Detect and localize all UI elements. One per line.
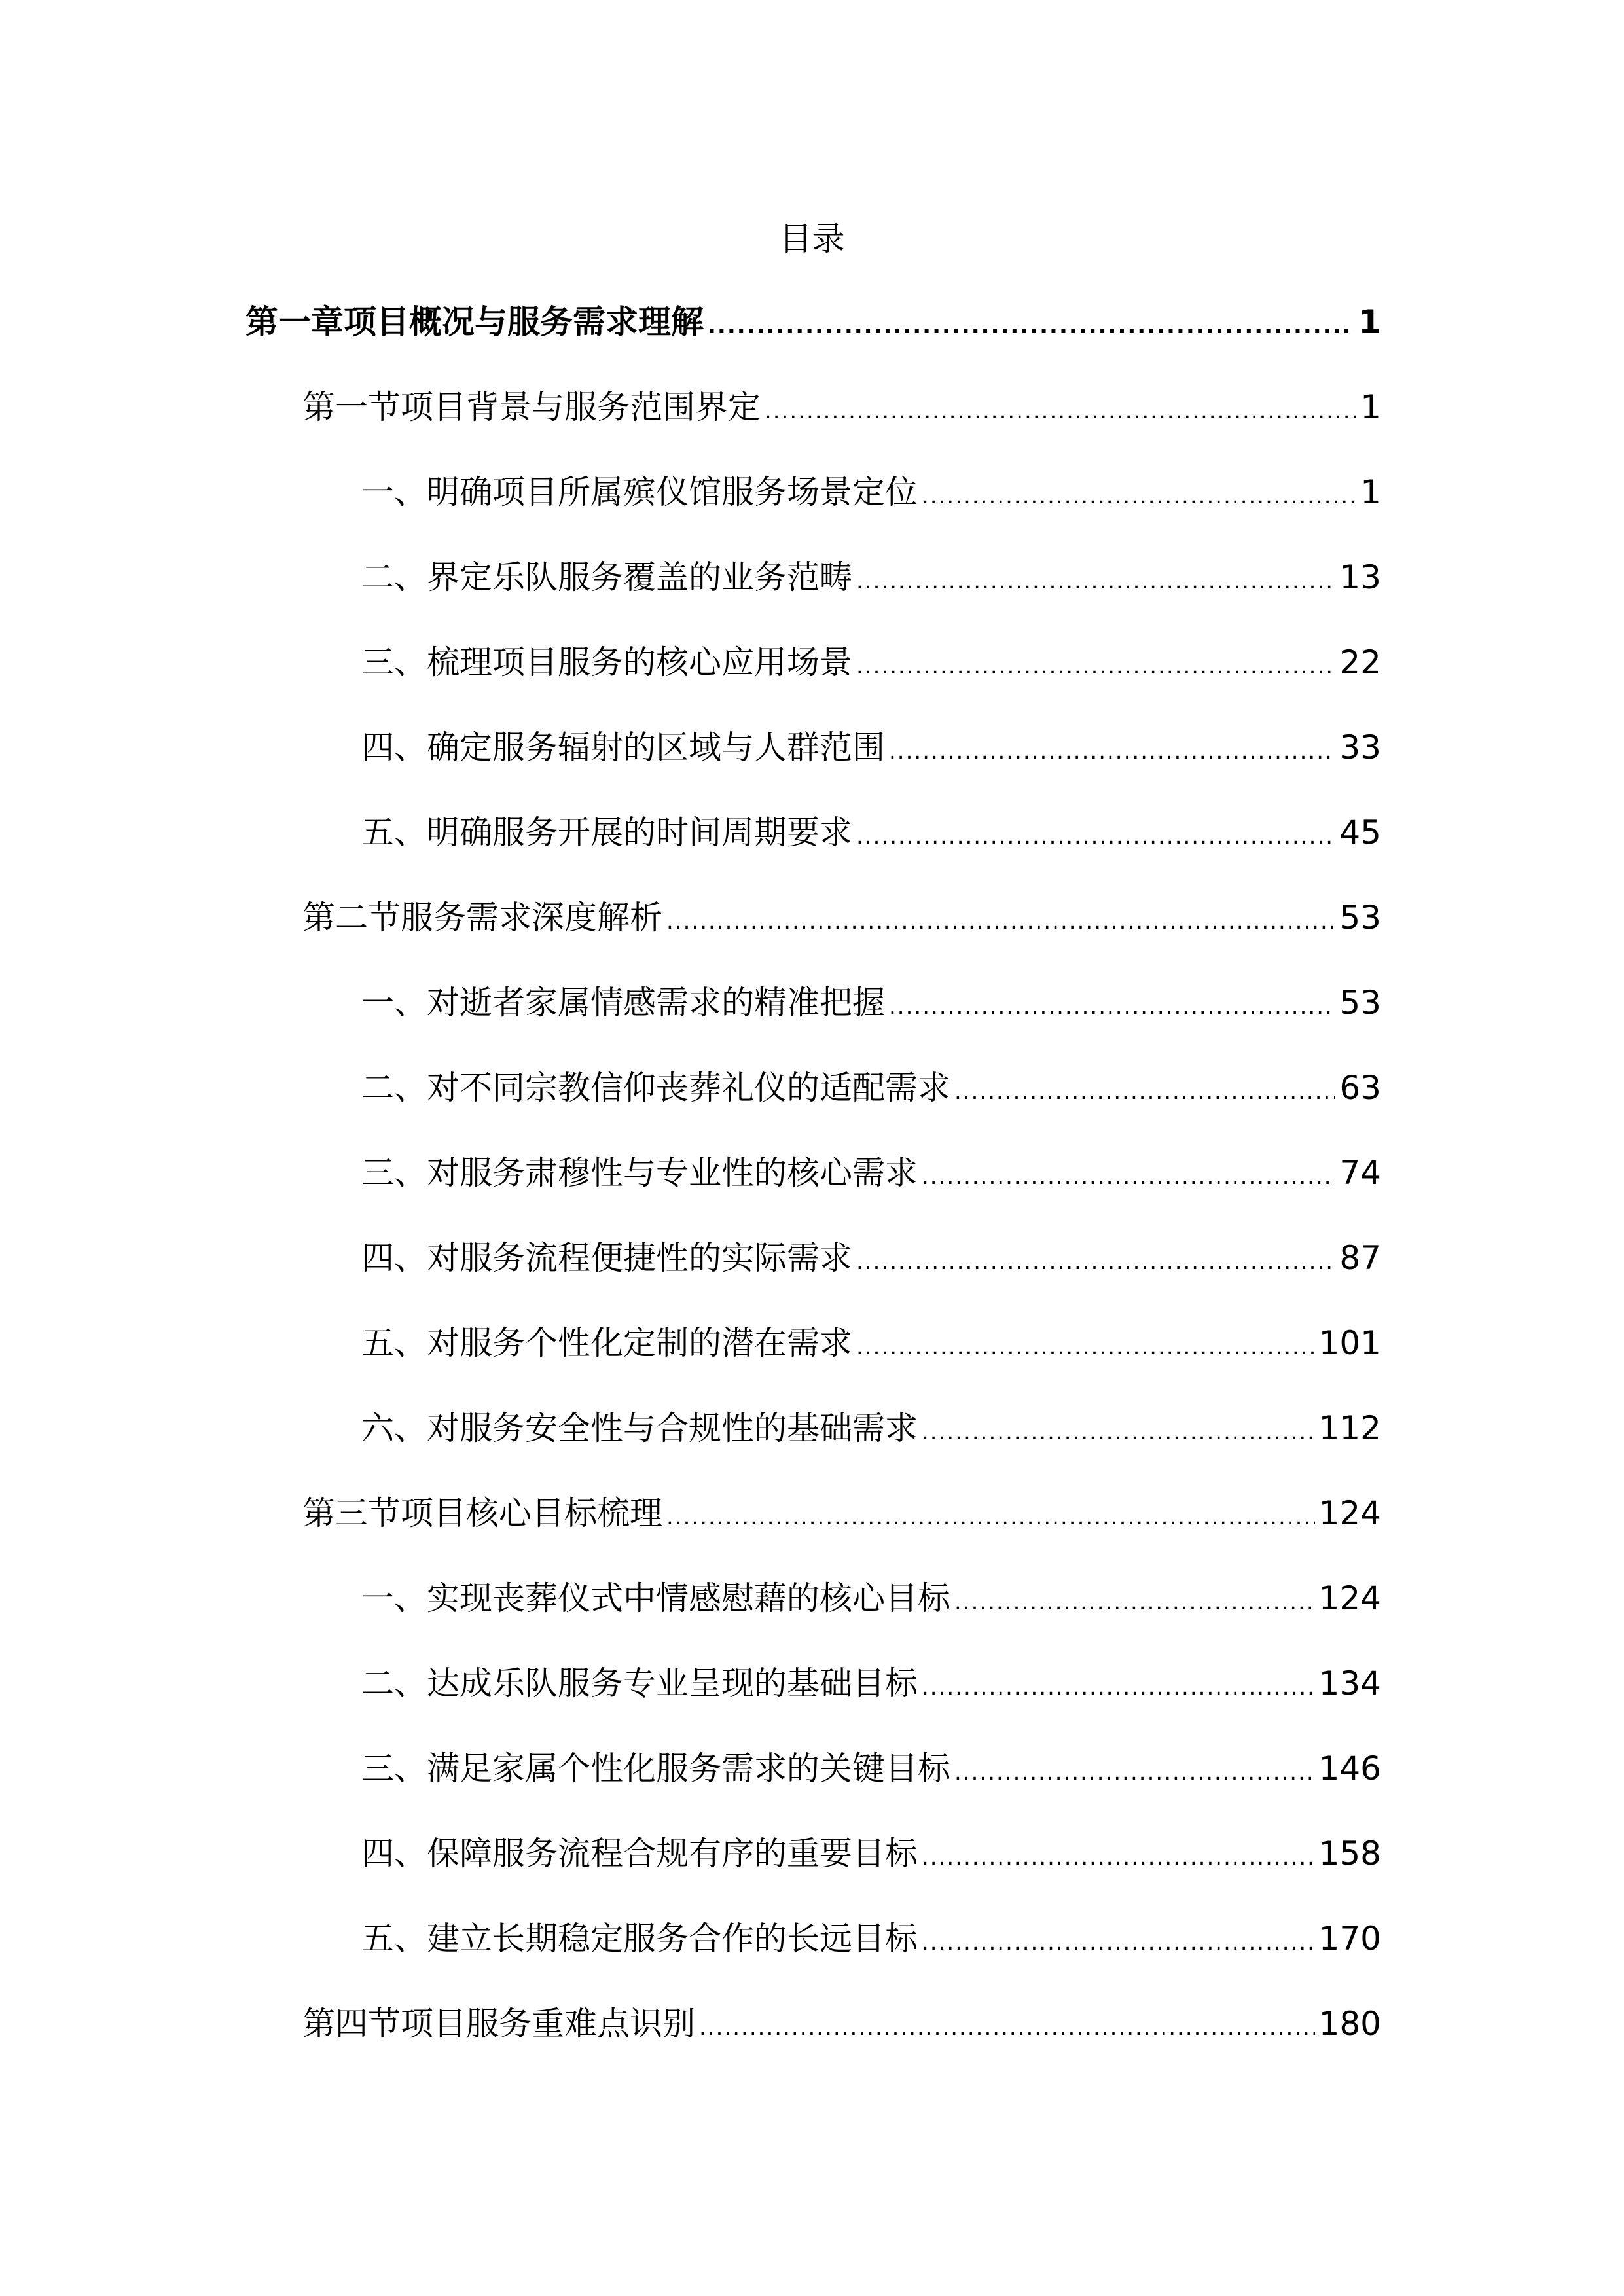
toc-page-number: 134 <box>1318 1664 1381 1702</box>
toc-entry-item[interactable] <box>361 1232 1381 1284</box>
toc-title: 目录 <box>779 220 845 258</box>
dot-leader <box>765 385 1356 437</box>
toc-page-number: 13 <box>1339 558 1381 596</box>
dot-leader <box>954 1576 1315 1628</box>
dot-leader <box>666 1491 1315 1543</box>
toc-entry-text: 四、对服务流程便捷性的实际需求 <box>361 1239 852 1277</box>
toc-entry-text: 二、界定乐队服务覆盖的业务范畴 <box>361 558 852 596</box>
dot-leader <box>922 1916 1315 1969</box>
toc-entry-text: 五、对服务个性化定制的潜在需求 <box>361 1324 852 1362</box>
toc-entry-item[interactable] <box>361 1742 1381 1795</box>
dot-leader <box>889 980 1335 1033</box>
dot-leader <box>856 1321 1315 1373</box>
toc-page-number: 124 <box>1318 1579 1381 1617</box>
toc-entry-item[interactable] <box>361 466 1381 518</box>
toc-entry-item[interactable] <box>361 1827 1381 1880</box>
dot-leader <box>922 1151 1335 1203</box>
toc-entry-item[interactable] <box>361 1657 1381 1710</box>
toc-page-number: 53 <box>1339 899 1381 937</box>
toc-page-number: 22 <box>1339 643 1381 681</box>
toc-page-number: 1 <box>1360 388 1381 426</box>
toc-entry-text: 一、明确项目所属殡仪馆服务场景定位 <box>361 473 918 511</box>
toc-entry-chapter[interactable] <box>245 296 1381 348</box>
toc-entry-text: 第一节项目背景与服务范围界定 <box>302 388 761 426</box>
toc-page-number: 1 <box>1358 303 1381 341</box>
toc-entry-text: 四、确定服务辐射的区域与人群范围 <box>361 728 885 766</box>
dot-leader <box>856 810 1335 863</box>
dot-leader <box>922 470 1356 522</box>
toc-entry-item[interactable] <box>361 806 1381 859</box>
dot-leader <box>954 1066 1335 1118</box>
dot-leader <box>922 1406 1315 1458</box>
toc-page-number: 180 <box>1318 2005 1381 2043</box>
toc-entry-text: 一、对逝者家属情感需求的精准把握 <box>361 984 885 1022</box>
dot-leader <box>922 1831 1315 1884</box>
toc-entry-text: 一、实现丧葬仪式中情感慰藉的核心目标 <box>361 1579 950 1617</box>
toc-entry-item[interactable] <box>361 721 1381 774</box>
toc-entry-text: 四、保障服务流程合规有序的重要目标 <box>361 1835 918 1873</box>
toc-page-number: 53 <box>1339 984 1381 1022</box>
toc-entry-item[interactable] <box>361 1572 1381 1624</box>
toc-entry-text: 第二节服务需求深度解析 <box>302 899 662 937</box>
toc-entry-item[interactable] <box>361 636 1381 689</box>
toc-page-number: 87 <box>1339 1239 1381 1277</box>
toc-entry-text: 五、明确服务开展的时间周期要求 <box>361 814 852 852</box>
toc-entry-text: 第三节项目核心目标梳理 <box>302 1494 662 1532</box>
dot-leader <box>699 2001 1315 2054</box>
dot-leader <box>708 300 1354 352</box>
dot-leader <box>856 640 1335 692</box>
toc-page-number: 33 <box>1339 728 1381 766</box>
toc-page-number: 170 <box>1318 1920 1381 1958</box>
toc-page-number: 74 <box>1339 1154 1381 1192</box>
toc-entry-text: 三、满足家属个性化服务需求的关键目标 <box>361 1749 950 1787</box>
dot-leader <box>856 555 1335 607</box>
toc-page-number: 1 <box>1360 473 1381 511</box>
toc-page-number: 101 <box>1318 1324 1381 1362</box>
toc-entry-text: 二、对不同宗教信仰丧葬礼仪的适配需求 <box>361 1069 950 1107</box>
toc-entry-text: 三、对服务肃穆性与专业性的核心需求 <box>361 1154 918 1192</box>
toc-page-number: 158 <box>1318 1835 1381 1873</box>
toc-page-number: 63 <box>1339 1069 1381 1107</box>
toc-page-number: 112 <box>1318 1409 1381 1447</box>
toc-entry-item[interactable] <box>361 1402 1381 1454</box>
dot-leader <box>954 1746 1315 1799</box>
toc-entry-section[interactable] <box>302 891 1381 944</box>
toc-page-number: 124 <box>1318 1494 1381 1532</box>
toc-entry-item[interactable] <box>361 1912 1381 1965</box>
toc-page-number: 45 <box>1339 814 1381 852</box>
toc-entry-text: 二、达成乐队服务专业呈现的基础目标 <box>361 1664 918 1702</box>
toc-entry-section[interactable] <box>302 381 1381 433</box>
dot-leader <box>922 1661 1315 1713</box>
toc-entry-text: 第四节项目服务重难点识别 <box>302 2005 695 2043</box>
dot-leader <box>666 895 1335 948</box>
toc-entry-item[interactable] <box>361 1062 1381 1114</box>
dot-leader <box>856 1236 1335 1288</box>
toc-entry-item[interactable] <box>361 551 1381 603</box>
dot-leader <box>889 725 1335 778</box>
toc-entry-item[interactable] <box>361 1317 1381 1369</box>
toc-entry-item[interactable] <box>361 977 1381 1029</box>
toc-entry-section[interactable] <box>302 1487 1381 1539</box>
toc-entry-section[interactable] <box>302 1998 1381 2050</box>
toc-entry-text: 三、梳理项目服务的核心应用场景 <box>361 643 852 681</box>
toc-page-number: 146 <box>1318 1749 1381 1787</box>
toc-entry-text: 五、建立长期稳定服务合作的长远目标 <box>361 1920 918 1958</box>
toc-entry-item[interactable] <box>361 1147 1381 1199</box>
toc-entry-text: 六、对服务安全性与合规性的基础需求 <box>361 1409 918 1447</box>
toc-entry-text: 第一章项目概况与服务需求理解 <box>245 303 704 341</box>
